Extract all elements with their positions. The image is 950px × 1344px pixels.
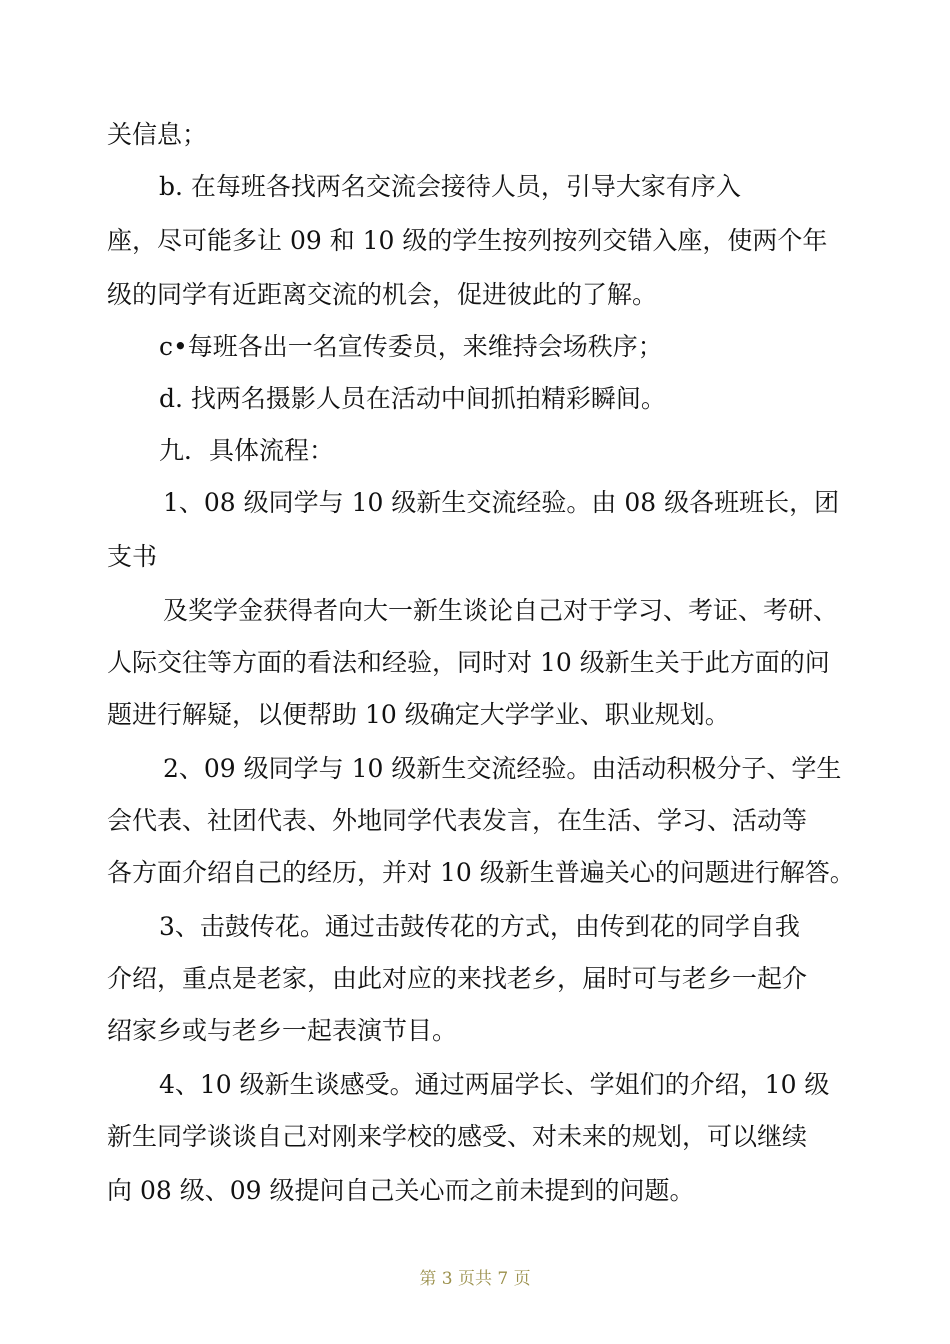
page-number-footer: 第 3 页共 7 页 [419, 1269, 531, 1289]
text-line: 级的同学有近距离交流的机会，促进彼此的了解。 [107, 280, 658, 309]
text-line: 关信息； [107, 120, 208, 149]
text-line: 绍家乡或与老乡一起表演节目。 [107, 1016, 458, 1045]
text-line: 人际交往等方面的看法和经验，同时对 10 级新生关于此方面的问 [107, 648, 830, 677]
text-line: 支书 [107, 542, 158, 571]
text-line: 4、10 级新生谈感受。通过两届学长、学姐们的介绍，10 级 [159, 1070, 830, 1099]
text-line: 2、09 级同学与 10 级新生交流经验。由活动积极分子、学生 [163, 754, 842, 783]
text-line: c•每班各出一名宣传委员，来维持会场秩序； [159, 332, 663, 361]
text-line: 各方面介绍自己的经历，并对 10 级新生普遍关心的问题进行解答。 [107, 858, 855, 887]
text-line: 3、击鼓传花。通过击鼓传花的方式，由传到花的同学自我 [159, 912, 800, 941]
text-line: 题进行解疑，以便帮助 10 级确定大学学业、职业规划。 [107, 700, 730, 729]
text-line: 向 08 级、09 级提问自己关心而之前未提到的问题。 [107, 1176, 695, 1205]
section-heading: 九．具体流程： [159, 436, 335, 465]
text-line: 新生同学谈谈自己对刚来学校的感受、对未来的规划，可以继续 [107, 1122, 808, 1151]
text-line: 及奖学金获得者向大一新生谈论自己对于学习、考证、考研、 [163, 596, 839, 625]
text-line: 座，尽可能多让 09 和 10 级的学生按列按列交错入座，使两个年 [107, 226, 828, 255]
text-line: 会代表、社团代表、外地同学代表发言，在生活、学习、活动等 [107, 806, 808, 835]
text-line: b. 在每班各找两名交流会接待人员，引导大家有序入 [159, 172, 741, 201]
text-line: d. 找两名摄影人员在活动中间抓拍精彩瞬间。 [159, 384, 666, 413]
text-line: 介绍，重点是老家，由此对应的来找老乡，届时可与老乡一起介 [107, 964, 808, 993]
text-line: 1、08 级同学与 10 级新生交流经验。由 08 级各班班长，团 [163, 488, 840, 517]
